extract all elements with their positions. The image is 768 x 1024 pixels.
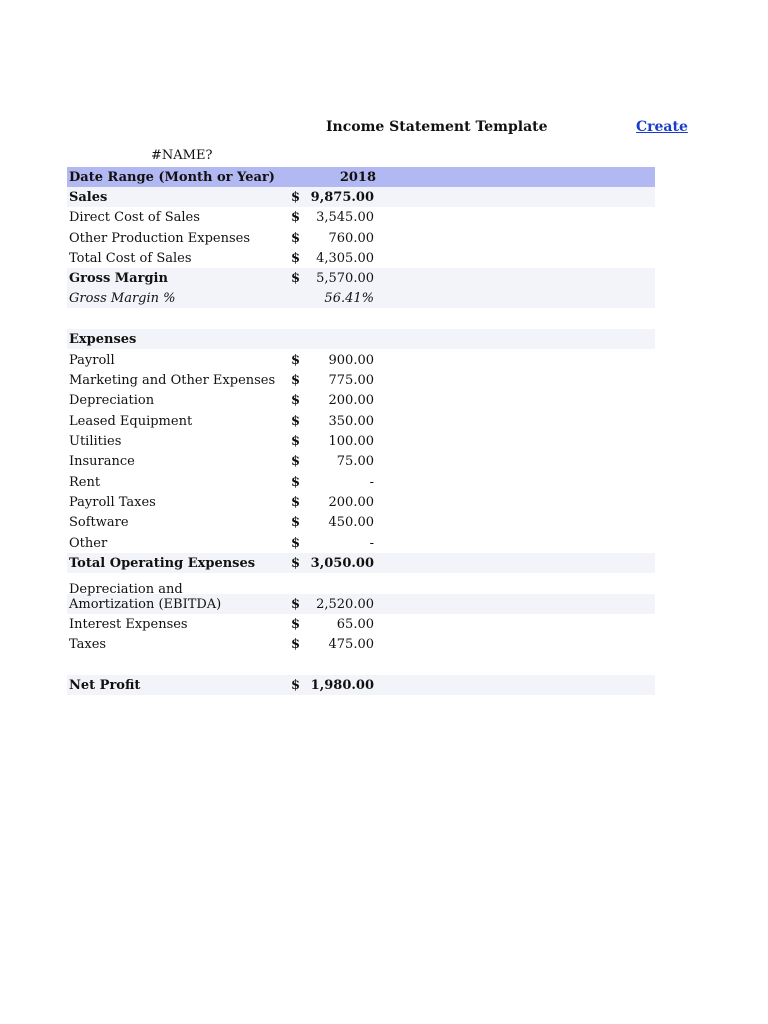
row-label[interactable]: Depreciation [69, 393, 155, 408]
row-label[interactable]: Total Cost of Sales [69, 251, 192, 266]
row-value[interactable]: 56.41% [324, 291, 374, 306]
currency-symbol: $ [291, 637, 301, 652]
currency-symbol: $ [291, 454, 301, 469]
table-row-insurance [67, 451, 655, 471]
row-label[interactable]: Payroll [69, 353, 115, 368]
row-value[interactable]: 200.00 [328, 393, 374, 408]
table-row-other [67, 533, 655, 553]
row-label[interactable]: Other [69, 536, 108, 551]
currency-symbol: $ [291, 353, 301, 368]
row-value[interactable]: 3,545.00 [316, 210, 374, 225]
table-row-rent [67, 472, 655, 492]
table-row-payroll-taxes [67, 492, 655, 512]
year-cell[interactable]: 2018 [339, 170, 376, 185]
row-label[interactable]: Direct Cost of Sales [69, 210, 200, 225]
row-value[interactable]: 75.00 [336, 454, 374, 469]
table-row-interest [67, 614, 655, 634]
row-value[interactable]: 760.00 [328, 231, 374, 246]
table-row-taxes [67, 634, 655, 654]
currency-symbol: $ [291, 373, 301, 388]
name-error-cell[interactable]: #NAME? [151, 148, 213, 163]
section-label[interactable]: Expenses [69, 332, 137, 347]
sheet-title: Income Statement Template [326, 119, 548, 135]
table-row-utilities [67, 431, 655, 451]
row-value[interactable]: 5,570.00 [316, 271, 374, 286]
currency-symbol: $ [291, 515, 301, 530]
table-row-direct-cost [67, 207, 655, 227]
currency-symbol: $ [291, 393, 301, 408]
row-label[interactable]: Payroll Taxes [69, 495, 156, 510]
row-label[interactable]: Insurance [69, 454, 135, 469]
row-value[interactable]: - [369, 475, 374, 490]
row-value[interactable]: 775.00 [328, 373, 374, 388]
date-range-row [67, 167, 655, 187]
table-row-total-cost [67, 248, 655, 268]
currency-symbol: $ [291, 210, 301, 225]
row-label[interactable]: Rent [69, 475, 101, 490]
table-row-software [67, 512, 655, 532]
currency-symbol: $ [291, 475, 301, 490]
currency-symbol: $ [291, 271, 301, 286]
row-label[interactable]: Other Production Expenses [69, 231, 251, 246]
currency-symbol: $ [291, 231, 301, 246]
table-row-other-production [67, 228, 655, 248]
row-value[interactable]: 3,050.00 [310, 556, 374, 571]
currency-symbol: $ [291, 414, 301, 429]
row-value[interactable]: 475.00 [328, 637, 374, 652]
row-label[interactable]: Leased Equipment [69, 414, 193, 429]
row-label[interactable]: Net Profit [69, 678, 141, 693]
row-label[interactable]: Interest Expenses [69, 617, 188, 632]
row-value[interactable]: 900.00 [328, 353, 374, 368]
currency-symbol: $ [291, 678, 301, 693]
row-label[interactable]: Total Operating Expenses [69, 556, 256, 571]
row-label[interactable]: Utilities [69, 434, 122, 449]
row-label[interactable]: Software [69, 515, 129, 530]
row-label[interactable]: Gross Margin [69, 271, 168, 286]
currency-symbol: $ [291, 495, 301, 510]
ebitda-label[interactable]: Depreciation and Amortization (EBITDA) [69, 582, 222, 612]
row-value[interactable]: 350.00 [328, 414, 374, 429]
table-row-depreciation [67, 390, 655, 410]
row-label[interactable]: Taxes [69, 637, 107, 652]
date-range-label[interactable]: Date Range (Month or Year) [69, 170, 275, 185]
row-value[interactable]: 1,980.00 [310, 678, 374, 693]
table-row-expenses-header [67, 329, 655, 349]
row-value[interactable]: 450.00 [328, 515, 374, 530]
currency-symbol: $ [291, 434, 301, 449]
table-row-sales [67, 187, 655, 207]
row-value[interactable]: 65.00 [336, 617, 374, 632]
row-value[interactable]: 9,875.00 [310, 190, 374, 205]
row-value[interactable]: 100.00 [328, 434, 374, 449]
currency-symbol: $ [291, 251, 301, 266]
row-value[interactable]: - [369, 536, 374, 551]
table-row-gross-margin-pct [67, 288, 655, 308]
table-row-marketing [67, 370, 655, 390]
row-label[interactable]: Gross Margin % [69, 291, 176, 306]
create-link[interactable]: Create [636, 119, 688, 135]
table-row-payroll [67, 350, 655, 370]
table-row-total-operating [67, 553, 655, 573]
currency-symbol: $ [291, 597, 301, 612]
row-value[interactable]: 2,520.00 [316, 597, 374, 612]
row-value[interactable]: 200.00 [328, 495, 374, 510]
table-row-leased-equipment [67, 411, 655, 431]
currency-symbol: $ [291, 617, 301, 632]
table-row-gross-margin [67, 268, 655, 288]
table-row-net-profit [67, 675, 655, 695]
currency-symbol: $ [291, 190, 301, 205]
row-value[interactable]: 4,305.00 [316, 251, 374, 266]
row-label[interactable]: Sales [69, 190, 108, 205]
currency-symbol: $ [291, 536, 301, 551]
currency-symbol: $ [291, 556, 301, 571]
row-label[interactable]: Marketing and Other Expenses [69, 373, 276, 388]
